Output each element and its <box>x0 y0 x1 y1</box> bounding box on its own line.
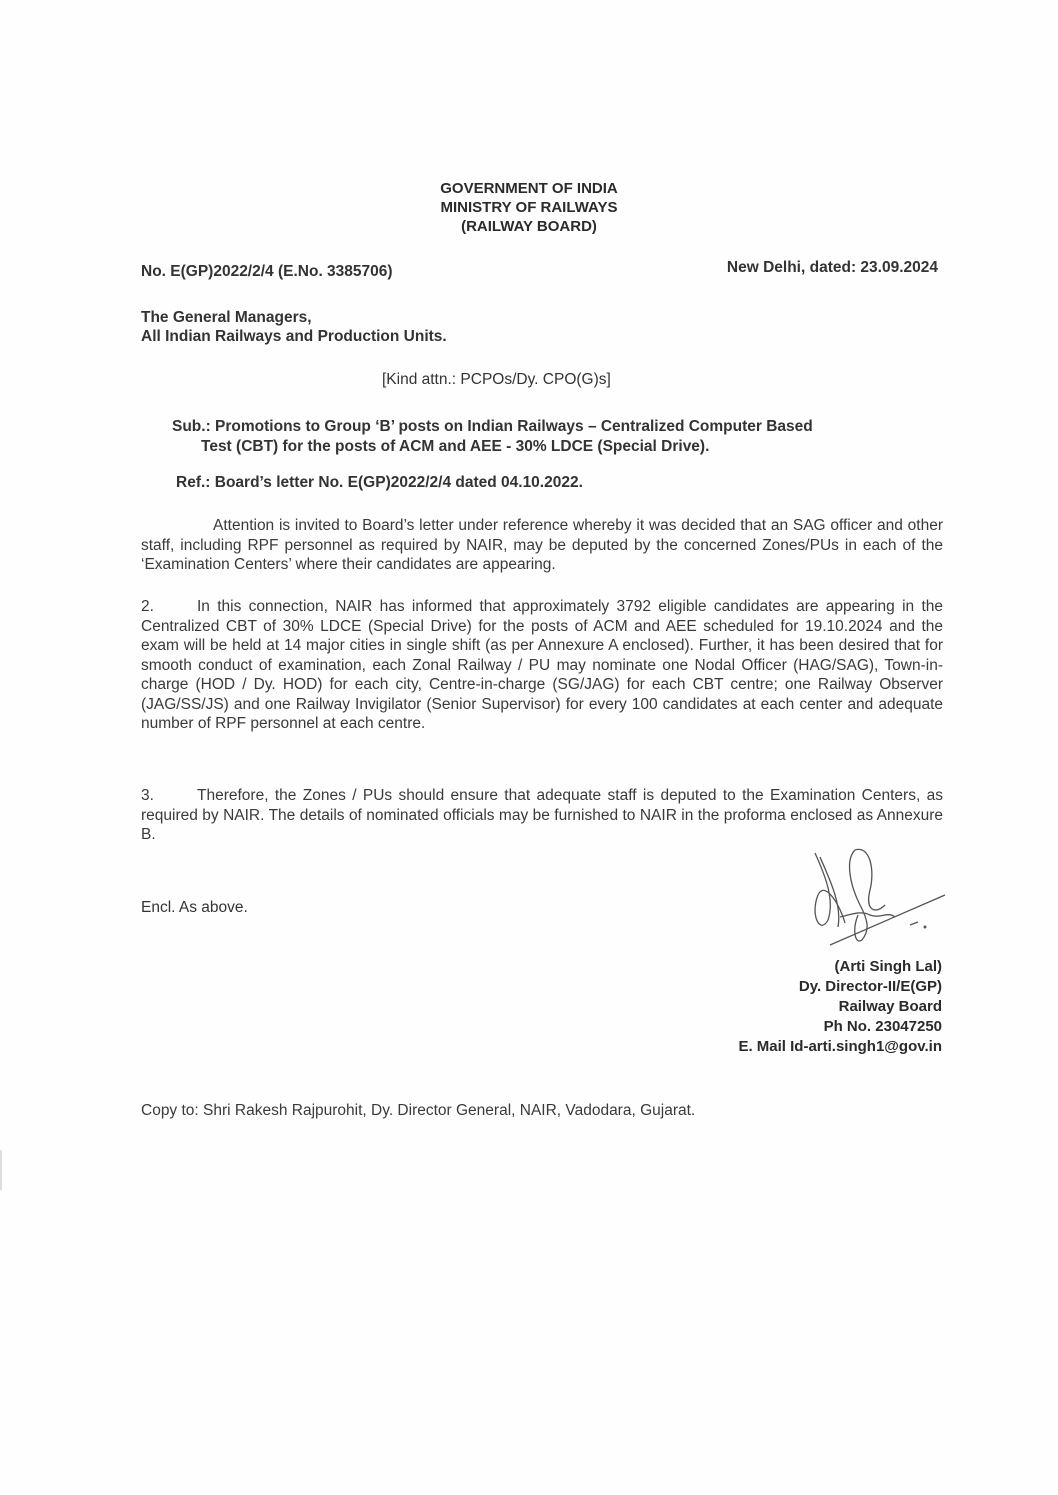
place-date: New Delhi, dated: 23.09.2024 <box>726 259 938 276</box>
signatory-office: Railway Board <box>838 998 942 1015</box>
paragraph-3-number: 3. <box>141 787 154 804</box>
header-board: (RAILWAY BOARD) <box>461 218 597 235</box>
subject-line-2: Test (CBT) for the posts of ACM and AEE - 30% LDCE (Special Drive). <box>201 438 710 455</box>
addressee-line-1: The General Managers, <box>141 309 312 326</box>
signatory-phone: Ph No. 23047250 <box>823 1018 942 1035</box>
signature-icon <box>800 845 950 955</box>
copy-to: Copy to: Shri Rakesh Rajpurohit, Dy. Director General, NAIR, Vadodara, Gujarat. <box>141 1102 696 1119</box>
letter-number: No. E(GP)2022/2/4 (E.No. 3385706) <box>141 263 393 280</box>
subject-line-1: Sub.: Promotions to Group ‘B’ posts on Indian Railways – Centralized Computer Based <box>172 418 813 435</box>
kind-attention: [Kind attn.: PCPOs/Dy. CPO(G)s] <box>382 371 611 388</box>
addressee-line-2: All Indian Railways and Production Units. <box>141 328 447 345</box>
paragraph-2 <box>141 597 943 734</box>
header-government: GOVERNMENT OF INDIA <box>440 180 618 197</box>
enclosure-note: Encl. As above. <box>141 899 248 916</box>
paragraph-3-text: Therefore, the Zones / PUs should ensure that adequate staff is deputed to the Examination Centers, as required by NAIR. The details of nominated officials may be furnished to NAIR in the proforma enclosed as Annexure B. <box>141 787 943 843</box>
paragraph-2-text: In this connection, NAIR has informed that approximately 3792 eligible candidates are appearing in the Centralized CBT of 30% LDCE (Special Drive) for the posts of ACM and AEE scheduled for 19.10.2024 and the exam will be held at 14 major cities in single shift (as per Annexure A enclosed). Further, it has been desired that for smooth conduct of examination, each Zonal Railway / PU may nominate one Nodal Officer (HAG/SAG), Town-in-charge (HOD / Dy. HOD) for each city, Centre-in-charge (SG/JAG) for each CBT centre; one Railway Observer (JAG/SS/JS) and one Railway Invigilator (Senior Supervisor) for every 100 candidates at each center and adequate number of RPF personnel at each centre. <box>141 598 943 732</box>
header-ministry: MINISTRY OF RAILWAYS <box>440 199 618 216</box>
paragraph-1: Attention is invited to Board’s letter under reference whereby it was decided that an SAG officer and other staff, including RPF personnel as required by NAIR, may be deputed by the concerned Zones/PUs in each of the ‘Examination Centers’ where their candidates are appearing. <box>141 517 943 573</box>
signatory-email: E. Mail Id-arti.singh1@gov.in <box>738 1038 942 1055</box>
reference: Ref.: Board’s letter No. E(GP)2022/2/4 dated 04.10.2022. <box>176 474 583 491</box>
scan-edge-mark <box>0 1150 2 1190</box>
signatory-designation: Dy. Director-II/E(GP) <box>798 978 942 995</box>
paragraph-3 <box>141 786 943 845</box>
paragraph-2-number: 2. <box>141 598 154 615</box>
signatory-name: (Arti Singh Lal) <box>834 958 942 975</box>
